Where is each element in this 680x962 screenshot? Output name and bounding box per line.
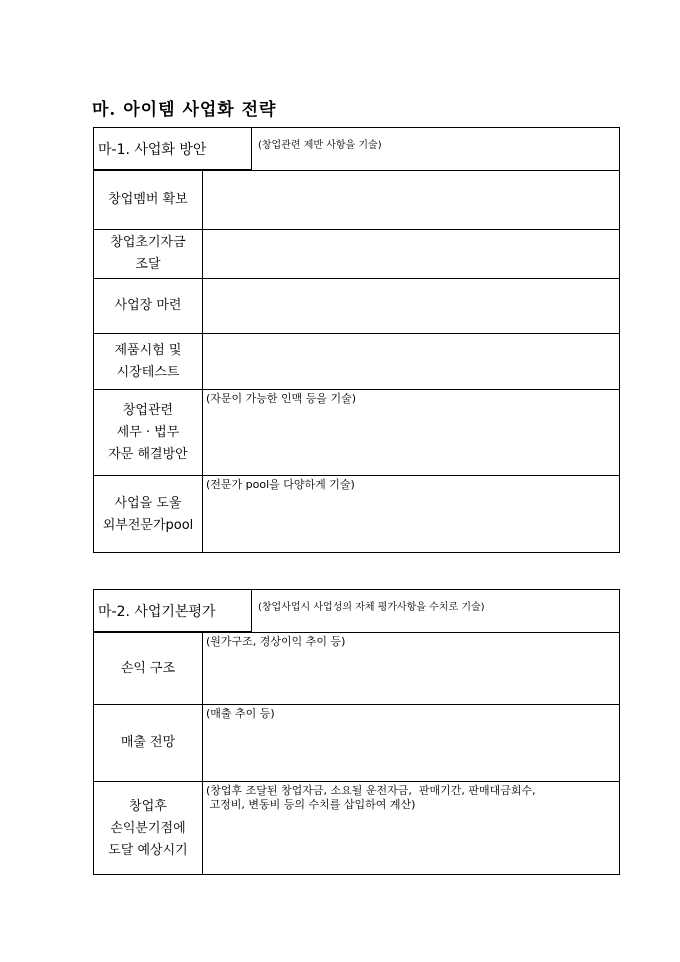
- row-label: 창업초기자금 조달: [94, 230, 203, 278]
- row-content[interactable]: (전문가 pool을 다양하게 기술): [206, 478, 355, 491]
- row-content[interactable]: (창업후 조달된 창업자금, 소요될 운전자금, 판매기간, 판매대금회수, 고정비, 변동비 등의 수치를 삽입하여 계산): [206, 784, 536, 811]
- table-row: [94, 390, 619, 476]
- row-label: 사업장 마련: [94, 279, 203, 333]
- section-business-plan: [93, 127, 620, 553]
- row-label: 창업관련 세무 · 법무 자문 해결방안: [94, 390, 203, 475]
- section-title: 마-1. 사업화 방안: [94, 128, 252, 170]
- row-content[interactable]: [203, 279, 619, 333]
- page-title: 마. 아이템 사업화 전략: [92, 100, 277, 120]
- row-label: 사업을 도울 외부전문가pool: [94, 476, 203, 553]
- row-content[interactable]: [203, 334, 619, 389]
- row-content[interactable]: [203, 171, 619, 229]
- table-row: [94, 705, 619, 782]
- row-label: 매출 전망: [94, 705, 203, 781]
- table-row: [94, 782, 619, 875]
- row-content[interactable]: (자문이 가능한 인맥 등을 기술): [206, 392, 357, 405]
- row-label: 손익 구조: [94, 633, 203, 704]
- row-label: 창업후 손익분기점에 도달 예상시기: [94, 782, 203, 875]
- section-header: [94, 128, 619, 171]
- section-note: (창업관련 제반 사항을 기술): [258, 140, 382, 151]
- table-row: [94, 230, 619, 279]
- row-label: 창업멤버 확보: [94, 171, 203, 229]
- table-row: [94, 476, 619, 553]
- table-row: [94, 633, 619, 705]
- row-label: 제품시험 및 시장테스트: [94, 334, 203, 389]
- section-business-evaluation: [93, 589, 620, 875]
- row-content[interactable]: (매출 추이 등): [206, 707, 275, 720]
- table-row: [94, 171, 619, 230]
- table-row: [94, 279, 619, 334]
- section-header: [94, 590, 619, 633]
- section-note: (창업사업시 사업성의 자체 평가사항을 수치로 기술): [258, 602, 485, 613]
- table-row: [94, 334, 619, 390]
- section-title: 마-2. 사업기본평가: [94, 590, 252, 632]
- row-content[interactable]: (원가구조, 경상이익 추이 등): [206, 635, 346, 648]
- row-content[interactable]: [203, 230, 619, 278]
